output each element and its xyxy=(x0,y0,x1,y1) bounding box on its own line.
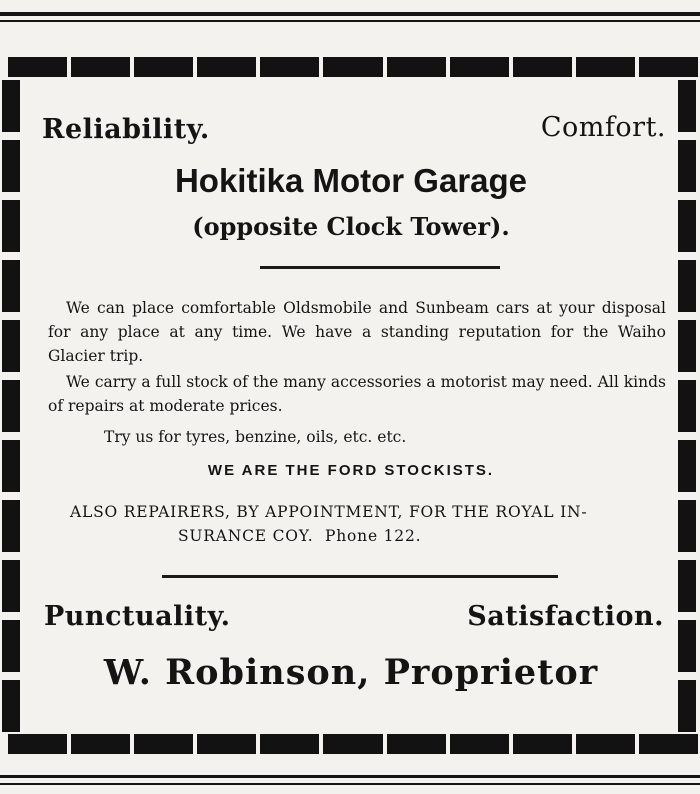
bottom-rule-thin xyxy=(0,783,700,785)
insurance-line-2 xyxy=(70,524,688,548)
paragraph-insurance xyxy=(48,500,700,548)
ford-stockists: WE ARE THE FORD STOCKISTS. xyxy=(207,462,495,479)
paragraph-cars: We can place comfortable Oldsmobile and Sunbeam cars at your disposal for any place at any time. We have a standing reputation for the Waiho Glacier trip. xyxy=(48,299,666,365)
corner-comfort: Comfort. xyxy=(540,112,666,143)
border-top xyxy=(8,57,698,77)
divider-top xyxy=(260,266,500,269)
border-bottom xyxy=(8,734,698,754)
top-rule xyxy=(0,12,700,16)
phone-number: Phone 122. xyxy=(325,527,422,545)
ad-title: Hokitika Motor Garage xyxy=(174,162,528,199)
border-left xyxy=(2,80,20,732)
border-right xyxy=(678,80,696,732)
corner-satisfaction: Satisfaction. xyxy=(467,601,664,632)
insurance-coy: SURANCE COY. xyxy=(178,527,314,545)
corner-punctuality: Punctuality. xyxy=(44,601,231,632)
bottom-rule xyxy=(0,775,700,778)
proprietor-name: W. Robinson, Proprietor xyxy=(103,652,599,693)
paragraph-accessories: We carry a full stock of the many accessories a motorist may need. All kinds of repairs at moderate prices. xyxy=(48,373,666,415)
paragraph-tyres: Try us for tyres, benzine, oils, etc. etc. xyxy=(104,428,407,446)
corner-reliability: Reliability. xyxy=(42,114,210,145)
ad-subtitle: (opposite Clock Tower). xyxy=(192,212,510,241)
divider-bottom xyxy=(162,575,558,578)
top-rule-thin xyxy=(0,20,700,22)
advertisement xyxy=(30,84,672,730)
insurance-line-1: ALSO REPAIRERS, BY APPOINTMENT, FOR THE ROYAL IN- xyxy=(70,503,588,521)
